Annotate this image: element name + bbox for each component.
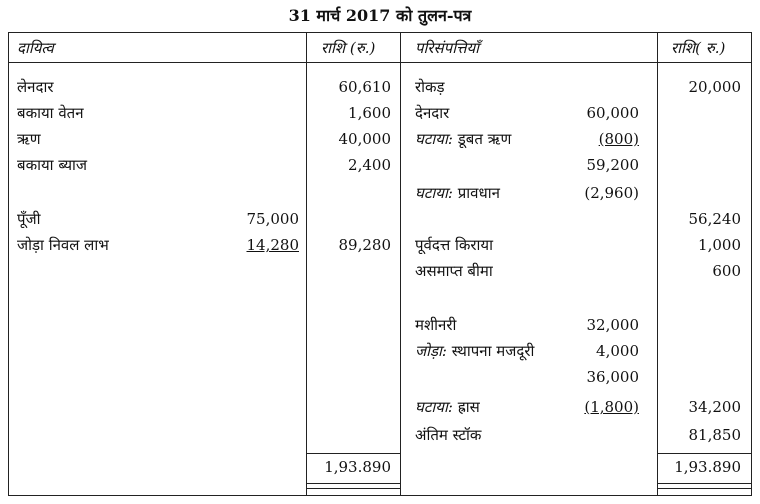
liab-label-creditors: लेनदार: [17, 78, 54, 96]
asset-inner-depreciation: (1,800): [584, 398, 639, 416]
liab-label-loan: ऋण: [17, 130, 41, 148]
bad-debts-label: डूबत ऋण: [457, 130, 512, 148]
liab-inner-capital: 75,000: [246, 210, 299, 228]
liab-total-top-rule: [306, 453, 400, 454]
asset-label-unexpired-insurance: असमाप्त बीमा: [415, 262, 493, 280]
less-prefix: घटाया:: [415, 398, 453, 416]
asset-inner-machinery: 32,000: [586, 316, 639, 334]
column-divider: [400, 33, 401, 495]
depreciation-label: ह्रास: [457, 398, 480, 416]
asset-inner-debtors-net: 59,200: [586, 156, 639, 174]
asset-amount-machinery-net: 34,200: [688, 398, 741, 416]
liab-amount-outstanding-interest: 2,400: [348, 156, 391, 174]
liab-label-outstanding-salary: बकाया वेतन: [17, 104, 84, 122]
less-prefix: घटाया:: [415, 184, 453, 202]
provision-label: प्रावधान: [457, 184, 500, 202]
asset-inner-installation: 4,000: [596, 342, 639, 360]
liab-inner-add-profit: 14,280: [246, 236, 299, 254]
asset-label-prepaid-rent: पूर्वदत्त किराया: [415, 236, 493, 254]
asset-inner-debtors: 60,000: [586, 104, 639, 122]
page-title: 31 मार्च 2017 को तुलन-पत्र: [288, 6, 472, 25]
asset-total-double-rule: [657, 488, 751, 489]
asset-label-cash: रोकड़: [415, 78, 445, 96]
asset-amount-unexpired-insurance: 600: [712, 262, 741, 280]
asset-amount-debtors-final: 56,240: [688, 210, 741, 228]
asset-inner-provision: (2,960): [584, 184, 639, 202]
asset-total-double-rule: [657, 483, 751, 484]
column-divider: [657, 33, 658, 495]
liab-label-capital: पूँजी: [17, 210, 41, 228]
asset-label-machinery: मशीनरी: [415, 316, 457, 334]
column-divider: [306, 33, 307, 495]
add-prefix: जोड़ा:: [415, 342, 447, 360]
liab-amount-loan: 40,000: [338, 130, 391, 148]
liab-total-double-rule: [306, 488, 400, 489]
asset-label-debtors: देनदार: [415, 104, 450, 122]
liab-total-double-rule: [306, 483, 400, 484]
asset-label-add-installation: [415, 341, 534, 361]
asset-label-less-bad-debts: [415, 129, 511, 149]
header-asset-amount: राशि( रु.): [671, 39, 726, 57]
asset-label-less-depreciation: [415, 397, 480, 417]
asset-amount-prepaid-rent: 1,000: [698, 236, 741, 254]
asset-amount-closing-stock: 81,850: [688, 426, 741, 444]
header-assets: परिसंपत्तियाँ: [415, 39, 480, 57]
asset-inner-machinery-total: 36,000: [586, 368, 639, 386]
header-liabilities: दायित्व: [17, 39, 54, 57]
header-liab-amount: राशि (रु.): [321, 39, 376, 57]
liab-amount-capital-total: 89,280: [338, 236, 391, 254]
asset-label-less-provision: [415, 183, 500, 203]
installation-label: स्थापना मजदूरी: [451, 342, 535, 360]
asset-inner-bad-debts: (800): [598, 130, 639, 148]
header-rule: [9, 62, 751, 63]
liab-amount-creditors: 60,610: [338, 78, 391, 96]
liab-label-add-profit: जोड़ा निवल लाभ: [17, 236, 109, 254]
asset-label-closing-stock: अंतिम स्टॉक: [415, 426, 482, 444]
asset-grand-total: 1,93.890: [674, 458, 741, 476]
liab-grand-total: 1,93.890: [324, 458, 391, 476]
asset-amount-cash: 20,000: [688, 78, 741, 96]
less-prefix: घटाया:: [415, 130, 453, 148]
liab-label-outstanding-interest: बकाया ब्याज: [17, 156, 88, 174]
liab-amount-outstanding-salary: 1,600: [348, 104, 391, 122]
balance-sheet-table: [8, 32, 752, 496]
asset-total-top-rule: [657, 453, 751, 454]
